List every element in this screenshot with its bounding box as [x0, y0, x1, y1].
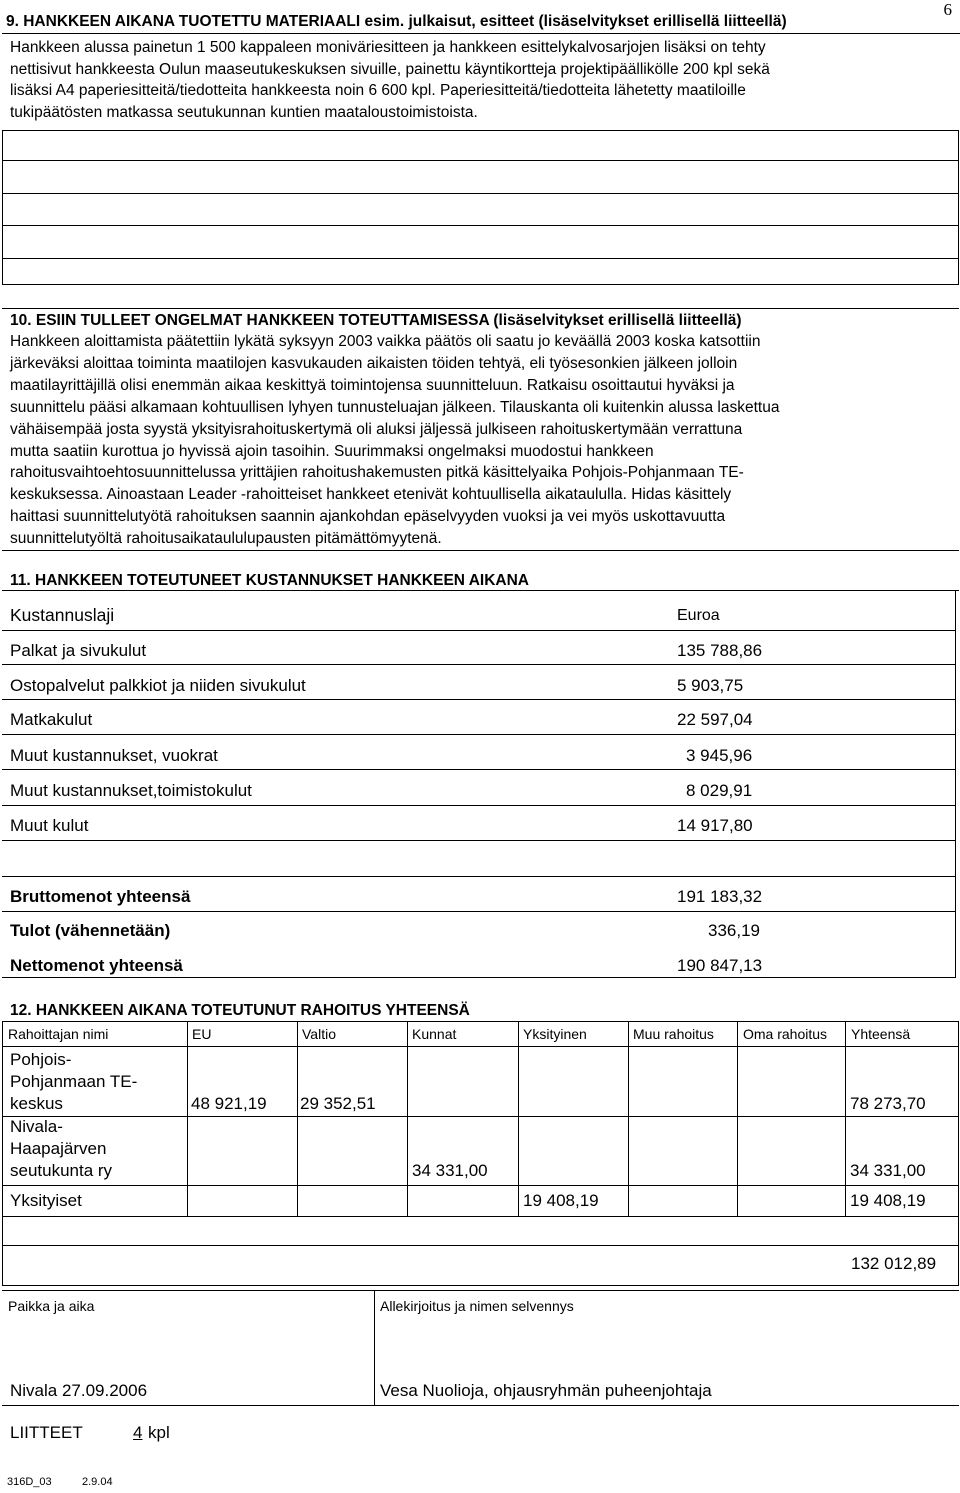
section9-line: Hankkeen alussa painetun 1 500 kappaleen moniväriesitteen ja hankkeen esittelykalvosarjojen lisäksi on tehty	[10, 39, 766, 56]
section12-heading: 12. HANKKEEN AIKANA TOTEUTUNUT RAHOITUS YHTEENSÄ	[10, 1002, 470, 1019]
funding-header-valtio: Valtio	[302, 1026, 336, 1042]
net-label: Nettomenot yhteensä	[10, 956, 183, 975]
funder-name-line: Pohjois-	[10, 1050, 72, 1069]
section9-line: tukipäätösten matkassa seutukunnan kuntien maataloustoimistoista.	[10, 103, 478, 121]
section10-line: Hankkeen aloittamista päätettiin lykätä syksyyn 2003 vaikka päätös oli saatu jo keväällä 2003 koska katsottiin	[10, 333, 761, 350]
section9-heading: 9. HANKKEEN AIKANA TUOTETTU MATERIAALI esim. julkaisut, esitteet (lisäselvitykset erillisellä liitteellä)	[6, 13, 787, 30]
section10-heading: 10. ESIIN TULLEET ONGELMAT HANKKEEN TOTEUTTAMISESSA (lisäselvitykset erillisellä liitteellä)	[10, 312, 742, 329]
attachments-count: 4	[133, 1423, 143, 1442]
cost-row-value: 22 597,04	[677, 710, 753, 729]
cost-row-label: Muut kulut	[10, 816, 89, 835]
cost-row-label: Matkakulut	[10, 710, 93, 729]
section11-heading: 11. HANKKEEN TOTEUTUNEET KUSTANNUKSET HANKKEEN AIKANA	[10, 572, 530, 589]
funding-header-oma: Oma rahoitus	[743, 1026, 828, 1042]
cost-row-value: 135 788,86	[677, 641, 763, 660]
cost-row-value: 5 903,75	[677, 676, 744, 695]
cost-row-label: Muut kustannukset,toimistokulut	[10, 781, 252, 800]
funder-name-line: Haapajärven	[10, 1139, 107, 1158]
funder-name-line: Pohjanmaan TE-	[10, 1072, 138, 1091]
attachments-unit: kpl	[148, 1423, 170, 1442]
funder-name-line: Nivala-	[10, 1117, 63, 1136]
section10-line: rahoitusvaihtoehtosuunnittelussa yrittäjien rahoitushakemusten pitkä käsittelyaika Pohjois-Pohjanmaan TE-	[10, 464, 744, 482]
signature-label: Allekirjoitus ja nimen selvennys	[380, 1298, 574, 1314]
cost-row-value: 8 029,91	[686, 781, 753, 800]
section9-box	[2, 130, 959, 285]
funding-header-kunnat: Kunnat	[412, 1026, 457, 1042]
funding-total: 19 408,19	[850, 1191, 926, 1210]
section9-line: lisäksi A4 paperiesitteitä/tiedotteita hankkeesta noin 6 600 kpl. Paperiesitteitä/tiedotteita lähetetty maatiloille	[10, 82, 746, 100]
income-value: 336,19	[708, 921, 760, 940]
funder-name-line: keskus	[10, 1094, 63, 1113]
cost-row-label: Palkat ja sivukulut	[10, 641, 147, 660]
income-label: Tulot (vähennetään)	[10, 921, 171, 940]
funding-header-eu: EU	[192, 1026, 212, 1042]
funding-header-yksityinen: Yksityinen	[523, 1026, 587, 1042]
attachments-label: LIITTEET	[10, 1423, 83, 1442]
gross-label: Bruttomenot yhteensä	[10, 887, 191, 906]
funding-table	[2, 1021, 959, 1286]
section9-line: nettisivut hankkeesta Oulun maaseutukeskuksen sivuille, painettu käyntikortteja projektipäällikölle 200 kpl sekä	[10, 60, 770, 78]
footer-date: 2.9.04	[82, 1476, 113, 1488]
section10-line: järkeväksi aloittaa toiminta maatilojen kasvukauden aikaisten töiden tehtyä, eli työsesonkien jälkeen jolloin	[10, 354, 738, 372]
cost-row-value: 14 917,80	[677, 816, 753, 835]
funding-yksityinen: 19 408,19	[523, 1191, 599, 1210]
section9-body	[10, 37, 770, 123]
funder-name-line: seutukunta ry	[10, 1161, 113, 1180]
section10-line: keskuksessa. Ainoastaan Leader -rahoitteiset hankkeet etenivät kohtuullisella aikataululla. Hidas käsittely	[10, 486, 732, 504]
net-value: 190 847,13	[677, 956, 763, 975]
funding-grand-total: 132 012,89	[851, 1254, 937, 1273]
funding-header-muu: Muu rahoitus	[633, 1026, 714, 1042]
funding-kunnat: 34 331,00	[412, 1161, 488, 1180]
euro-header: Euroa	[677, 607, 720, 624]
cost-row-value: 3 945,96	[686, 746, 753, 765]
section10-line: mutta saatiin kurottua jo hyvissä ajoin tasoihin. Suurimmaksi ongelmaksi muodostui hankkeen	[10, 442, 654, 460]
signature-value: Vesa Nuolioja, ohjausryhmän puheenjohtaja	[380, 1381, 712, 1400]
cost-type-header: Kustannuslaji	[10, 605, 115, 625]
place-time-label: Paikka ja aika	[8, 1298, 95, 1314]
funding-header-total: Yhteensä	[851, 1026, 911, 1042]
cost-row-label: Muut kustannukset, vuokrat	[10, 746, 218, 765]
footer-code: 316D_03	[7, 1476, 52, 1488]
gross-value: 191 183,32	[677, 887, 763, 906]
section10-line: vähäisempää josta syystä yksityisrahoituskertymä oli aluksi jäljessä julkiseen rahoituskertymään verrattuna	[10, 420, 743, 438]
funding-total: 34 331,00	[850, 1161, 926, 1180]
section10-line: suunnittelu pääsi alkamaan kohtuullisen lyhyen tunnusteluajan jälkeen. Tilauskanta oli kuitenkin alussa laskettua	[10, 398, 780, 416]
funding-header-name: Rahoittajan nimi	[8, 1026, 109, 1042]
funder-name: Yksityiset	[10, 1191, 82, 1210]
funding-valtio: 29 352,51	[300, 1094, 376, 1113]
section10-line: suunnittelutyöltä rahoitusaikataululupausten pitämättömyytenä.	[10, 530, 442, 548]
section10-body	[10, 331, 779, 550]
section10-line: maatilayrittäjillä olisi enemmän aikaa keskittyä toimintojensa suunnitteluun. Ratkaisu osoittautui hyväksi ja	[10, 376, 735, 394]
funder-name	[10, 1049, 137, 1115]
place-time-value: Nivala 27.09.2006	[10, 1381, 148, 1400]
funder-name	[10, 1116, 112, 1182]
funding-total: 78 273,70	[850, 1094, 926, 1113]
page-number: 6	[943, 0, 952, 19]
cost-row-label: Ostopalvelut palkkiot ja niiden sivukulut	[10, 676, 306, 695]
section10-line: haittasi suunnittelutyötä rahoituksen saannin ajankohdan epäselvyyden vuoksi ja vei myös uskottavuutta	[10, 508, 726, 526]
funding-eu: 48 921,19	[191, 1094, 267, 1113]
